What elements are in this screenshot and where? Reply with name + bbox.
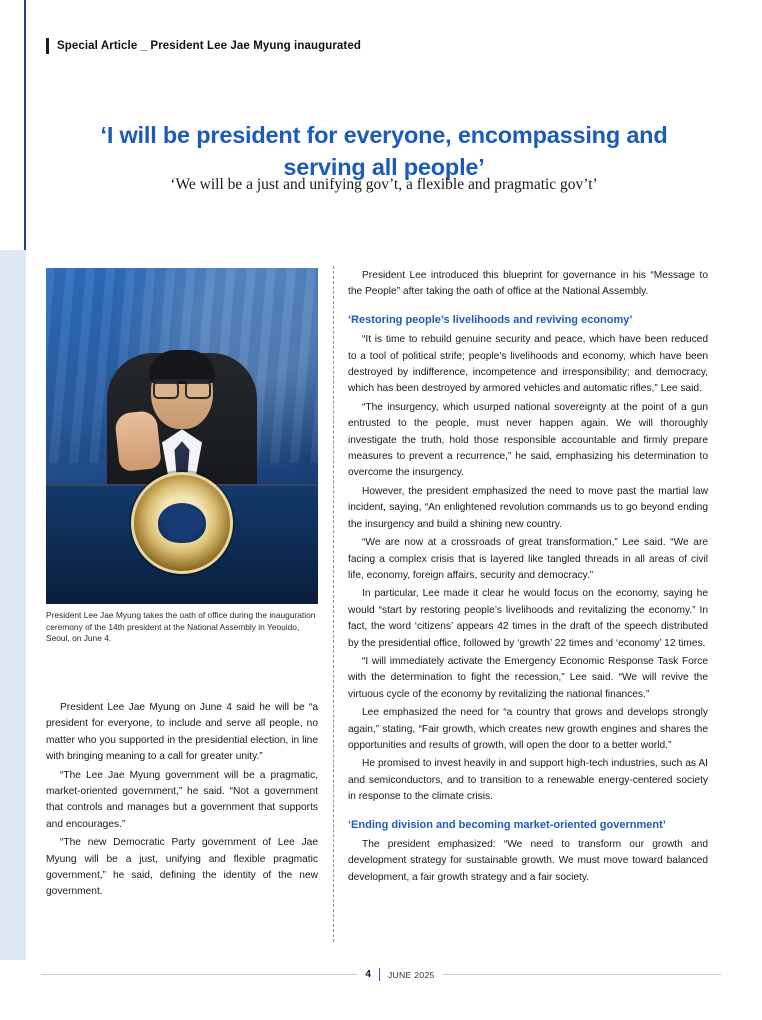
paragraph: President Lee introduced this blueprint for governance in his “Message to the People” after taking the oath of office at the National Assembly. [348, 270, 708, 298]
right-text-column [348, 268, 708, 888]
glasses-icon [153, 379, 211, 396]
page-number: 4 [365, 969, 371, 980]
footer-separator [379, 968, 380, 981]
page-footer [0, 968, 762, 981]
paragraph: “We are now at a crossroads of great transformation,” Lee said. “We are facing a complex crisis that is layered like tangled threads in all areas of civil life, economy, foreign affairs, security and democracy.” [348, 537, 708, 581]
paragraph: The president emphasized: “We need to transform our growth and development strategy for sustainable growth. We must move toward balanced development, a fair growth strategy and a fair society. [348, 839, 708, 883]
paragraph: President Lee Jae Myung on June 4 said he will be “a president for everyone, to include and serve all people, no matter who you supported in the presidential election, in line with bringing meaning to a call for greater unity.” [46, 702, 318, 763]
photo-caption: President Lee Jae Myung takes the oath of office during the inauguration ceremony of the 14th president at the National Assembly in Yeouido, Seoul, on June 4. [46, 610, 316, 644]
column-divider [333, 266, 334, 942]
paragraph: “I will immediately activate the Emergency Economic Response Task Force with the determination to fight the recession,” Lee said. “We will revive the virtuous cycle of the economy by revitalizing the national finances.” [348, 655, 708, 700]
paragraph: He promised to invest heavily in and support high-tech industries, such as AI and semiconductors, and to transition to a renewable energy-centered society in response to the climate crisis. [348, 758, 708, 803]
paragraph: “The new Democratic Party government of Lee Jae Myung will be a just, unifying and flexible pragmatic government,” he said, defining the identity of the new government. [46, 837, 318, 898]
national-emblem-icon [131, 472, 233, 574]
article-kicker-header [46, 32, 361, 60]
footer-rule-right [443, 974, 721, 975]
left-vertical-rule [24, 0, 26, 250]
section-heading-livelihoods: ‘Restoring people’s livelihoods and reviving economy’ [348, 313, 633, 326]
paragraph: Lee emphasized the need for “a country that grows and develops strongly again,” stating, “Fair growth, which creates new growth engines and shares the opportunities and results of growth, will open the door to a better world.” [348, 707, 708, 751]
paragraph: In particular, Lee made it clear he would focus on the economy, saying he would “start by restoring people’s livelihoods and revitalizing the economy.” In fact, the word ‘citizens’ appears 42 times in the draft of the speech distributed by the presidential office, followed by ‘growth’ 22 times and ‘economy’ 12 times. [348, 588, 708, 649]
president-oath-photo [46, 268, 318, 604]
page-title: ‘I will be president for everyone, encompassing and serving all people’ [100, 121, 668, 180]
photo-raised-hand [114, 410, 162, 472]
page-subtitle: ‘We will be a just and unifying gov’t, a flexible and pragmatic gov’t’ [170, 176, 598, 193]
section-heading-market-oriented: ‘Ending division and becoming market-oriented government’ [348, 818, 666, 831]
footer-rule-left [41, 974, 357, 975]
left-text-column [46, 700, 318, 903]
hero-figure [46, 268, 318, 645]
kicker-tick-icon [46, 38, 49, 54]
paragraph: However, the president emphasized the need to move past the martial law incident, saying, “An enlightened revolution commands us to go beyond ending the insurgency and build a shining new country. [348, 485, 708, 530]
issue-date: JUNE 2025 [387, 969, 435, 980]
kicker-text: Special Article _ President Lee Jae Myung inaugurated [57, 40, 361, 52]
left-blue-band [0, 250, 26, 960]
paragraph: “The Lee Jae Myung government will be a pragmatic, market-oriented government,” he said. “Not a government that controls and manages but a government that supports and encourages.” [46, 769, 318, 830]
paragraph: “It is time to rebuild genuine security and peace, which have been reduced to a tool of political strife; people’s livelihoods and economy, which have been destroyed by indifference, incompetence and irresponsibility; and democracy, which has been destroyed by armored vehicles and automatic rifles,” Lee said. [348, 334, 708, 395]
paragraph: “The insurgency, which usurped national sovereignty at the point of a gun entrusted to the people, must never happen again. We will thoroughly investigate the truth, hold those responsible accountable and firmly prepare measures to prevent a recurrence,” he said, emphasizing his determination to overcome the insurgency. [348, 401, 708, 479]
